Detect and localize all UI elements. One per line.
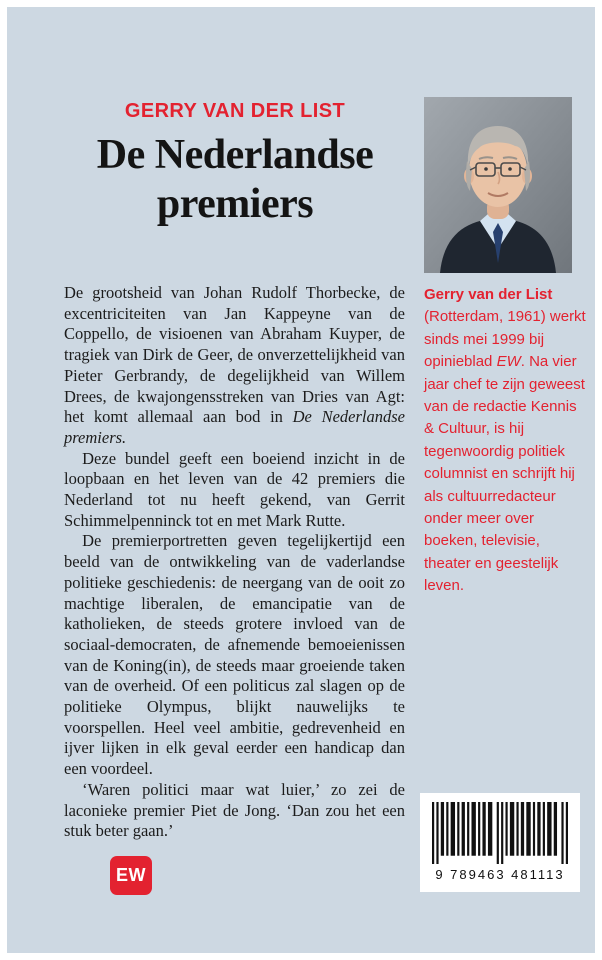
book-title-line1: De Nederlandse [96, 132, 374, 178]
author-bio-text-cont: . Na vier jaar chef te zijn geweest van de redactie Kennis & Cultuur, is hij tegenwoordig politiek columnist en schrijft hij als cultuurredacteur onder meer over boeken, televisie, theater en geestelijk leven. [424, 353, 585, 595]
publisher-logo [110, 856, 152, 895]
author-heading: GERRY VAN DER LIST [124, 100, 346, 122]
barcode-bars [432, 802, 568, 864]
barcode-number: 9 789463 481113 [435, 867, 565, 882]
blurb-p1-text: De grootsheid van Johan Rudolf Thorbecke, de excentriciteiten van Jan Kappeyne van de Coppello, de visioenen van Abraham Kuyper, de tragiek van Dirk de Geer, de onverzettelijkheid van Pieter Gerbrandy, de degelijkheid van Willem Drees, de kwajongensstreken van Dries van Agt: het komt allemaal aan bod in [64, 283, 405, 427]
author-bio-text: (Rotterdam, 1961) werkt sinds mei 1999 bij opinieblad [424, 308, 586, 371]
barcode [420, 793, 580, 892]
publisher-logo-text: EW [116, 865, 146, 885]
blurb-p1-booktitle: De Nederlandse premiers. [64, 407, 405, 447]
book-back-cover [7, 7, 595, 953]
blurb-paragraph-4: ‘Waren politici maar wat luier,’ zo zei de laconieke premier Piet de Jong. ‘Dan zou het een stuk beter gaan.’ [64, 779, 405, 841]
blurb-paragraph-1 [64, 283, 405, 449]
author-bio [424, 284, 586, 598]
book-title [62, 131, 408, 229]
blurb [64, 283, 405, 842]
author-bio-magazine: EW [496, 353, 521, 371]
author-bio-name: Gerry van der List [424, 286, 553, 303]
book-title-line2: premiers [156, 181, 314, 227]
author-photo [424, 97, 572, 273]
blurb-paragraph-2: Deze bundel geeft een boeiend inzicht in de loopbaan en het leven van de 42 premiers die Nederland tot nu heeft gekend, van Gerrit Schimmelpenninck tot en met Mark Rutte. [64, 448, 405, 530]
title-block [62, 100, 408, 229]
author-portrait-image [424, 97, 572, 273]
blurb-paragraph-3: De premierportretten geven tegelijkertijd een beeld van de ontwikkeling van de vaderlandse politieke geschiedenis: de neergang van de ooit zo machtige liberalen, de emancipatie van de katholieken, de steeds grotere invloed van de sociaal-democraten, de afnemende bemoeienissen van de Koning(in), de steeds maar groeiende taken van de overheid. Of een politicus zal slagen op de politieke Olympus, blijkt nauwelijks te voorspellen. Heel veel ambitie, gedrevenheid en ijver lijken in elk geval eerder een handicap dan een voordeel. [64, 531, 405, 779]
